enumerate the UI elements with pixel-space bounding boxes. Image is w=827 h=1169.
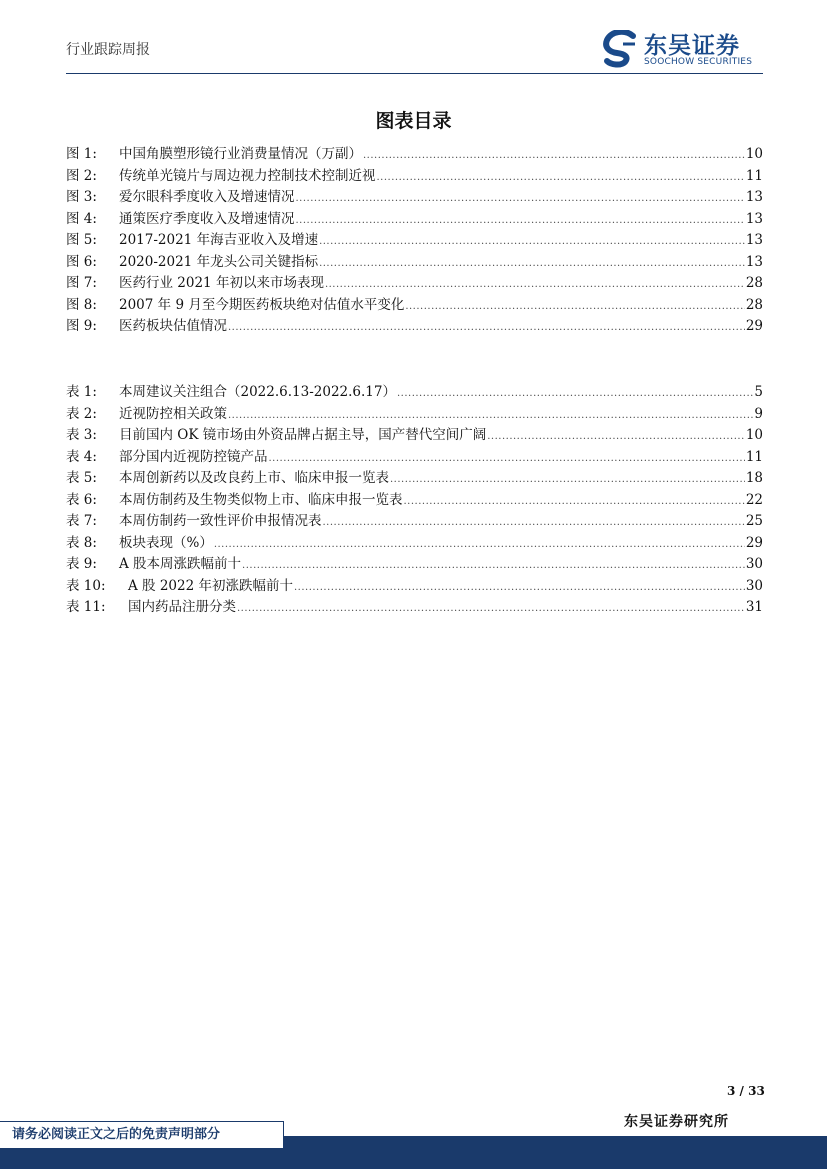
toc-text: 本周仿制药一致性评价申报情况表 [119,513,322,529]
toc-page-number: 11 [745,167,763,184]
toc-entry-figure-8[interactable] [66,295,763,317]
toc-entry-table-5[interactable] [66,468,763,490]
toc-page-number: 29 [745,318,763,334]
toc-entry-figure-1[interactable] [66,144,763,166]
toc-label: 表 10: [66,577,106,594]
table-list [66,382,763,619]
toc-label: 图 9: [66,318,97,334]
toc-label: 图 3: [66,189,97,205]
toc-leader [296,188,745,210]
toc-label: 图 8: [66,296,97,313]
logo-mark-icon [603,30,639,68]
toc-text: A 股 2022 年初涨跌幅前十 [128,577,293,594]
toc-leader [323,512,745,534]
toc-leader [319,231,745,253]
toc-text: 目前国内 OK 镜市场由外资品牌占据主导，国产替代空间广阔 [119,427,487,443]
header-divider [66,73,763,74]
toc-entry-figure-7[interactable] [66,273,763,295]
toc-leader [228,317,745,339]
logo-english-name: SOOCHOW SECURITIES [644,57,753,67]
toc-label: 表 5: [66,470,97,486]
toc-leader [296,210,745,232]
toc-label: 表 9: [66,556,97,572]
toc-leader [487,426,745,448]
toc-entry-figure-9[interactable] [66,316,763,338]
footer-organization: 东吴证券研究所 [624,1114,729,1130]
company-logo [603,30,773,70]
toc-label: 表 4: [66,448,97,465]
toc-entry-figure-6[interactable] [66,252,763,274]
toc-page-number: 30 [745,556,763,572]
toc-text: 本周创新药以及改良药上市、临床申报一览表 [119,470,389,486]
toc-leader [237,598,745,620]
report-category: 行业跟踪周报 [66,42,150,58]
toc-entry-figure-4[interactable] [66,209,763,231]
toc-page-number: 10 [745,427,763,443]
toc-label: 表 7: [66,513,97,529]
toc-text: 通策医疗季度收入及增速情况 [119,210,295,227]
toc-entry-table-6[interactable] [66,490,763,512]
toc-page-number: 13 [745,189,763,205]
toc-text: 中国角膜塑形镜行业消费量情况（万副） [119,146,362,162]
toc-text: 近视防控相关政策 [119,405,227,422]
toc-page-number: 22 [745,491,763,508]
toc-label: 表 8: [66,534,97,551]
toc-page-number: 13 [745,253,763,270]
toc-entry-figure-2[interactable] [66,166,763,188]
toc-leader [405,296,744,318]
toc-text: 爱尔眼科季度收入及增速情况 [119,189,295,205]
toc-entry-table-2[interactable] [66,404,763,426]
toc-page-number: 18 [745,470,763,486]
toc-leader [404,491,745,513]
toc-page-number: 28 [745,275,763,291]
toc-leader [390,469,745,491]
toc-leader [377,167,745,189]
toc-leader [325,274,745,296]
toc-title: 图表目录 [375,110,452,132]
toc-label: 表 2: [66,405,97,422]
toc-page-number: 13 [745,210,763,227]
toc-label: 图 2: [66,167,97,184]
toc-text: 医药行业 2021 年初以来市场表现 [119,275,324,291]
toc-label: 表 1: [66,384,97,400]
toc-leader [242,555,745,577]
toc-page-number: 13 [745,232,763,248]
toc-label: 表 6: [66,491,97,508]
toc-label: 图 6: [66,253,97,270]
toc-entry-table-3[interactable] [66,425,763,447]
toc-entry-table-1[interactable] [66,382,763,404]
toc-text: 医药板块估值情况 [119,318,227,334]
toc-entry-figure-5[interactable] [66,230,763,252]
toc-leader [269,448,745,470]
toc-page-number: 10 [745,146,763,162]
toc-label: 图 1: [66,146,97,162]
figure-list [66,144,763,338]
toc-label: 图 5: [66,232,97,248]
toc-text: 板块表现（%） [119,534,213,551]
page-indicator: 3 / 33 [727,1084,765,1098]
toc-text: A 股本周涨跌幅前十 [119,556,242,572]
toc-entry-figure-3[interactable] [66,187,763,209]
toc-leader [214,534,745,556]
toc-leader [397,383,753,405]
toc-label: 图 4: [66,210,97,227]
toc-text: 2020-2021 年龙头公司关键指标 [119,253,319,270]
toc-page-number: 11 [745,448,763,465]
toc-page-number: 5 [754,384,763,400]
toc-leader [228,405,753,427]
toc-page-number: 25 [745,513,763,529]
toc-entry-table-11[interactable] [66,597,763,619]
toc-leader [363,145,745,167]
toc-label: 表 3: [66,427,97,443]
toc-entry-table-7[interactable] [66,511,763,533]
toc-text: 本周仿制药及生物类似物上市、临床申报一览表 [119,491,403,508]
toc-leader [294,577,745,599]
toc-text: 传统单光镜片与周边视力控制技术控制近视 [119,167,376,184]
toc-page-number: 31 [745,599,763,615]
toc-text: 2017-2021 年海吉亚收入及增速 [119,232,319,248]
toc-entry-table-10[interactable] [66,576,763,598]
toc-entry-table-9[interactable] [66,554,763,576]
toc-page-number: 9 [754,405,763,422]
toc-label: 表 11: [66,599,106,615]
toc-leader [319,253,745,275]
toc-text: 本周建议关注组合（2022.6.13-2022.6.17） [119,384,396,400]
toc-text: 2007 年 9 月至今期医药板块绝对估值水平变化 [119,296,405,313]
toc-page-number: 29 [745,534,763,551]
toc-text: 国内药品注册分类 [128,599,236,615]
toc-text: 部分国内近视防控镜产品 [119,448,268,465]
disclaimer-notice: 请务必阅读正文之后的免责声明部分 [0,1121,284,1149]
toc-entry-table-4[interactable] [66,447,763,469]
toc-label: 图 7: [66,275,97,291]
toc-entry-table-8[interactable] [66,533,763,555]
toc-page-number: 30 [745,577,763,594]
logo-chinese-name: 东吴证券 [644,33,740,59]
toc-page-number: 28 [745,296,763,313]
